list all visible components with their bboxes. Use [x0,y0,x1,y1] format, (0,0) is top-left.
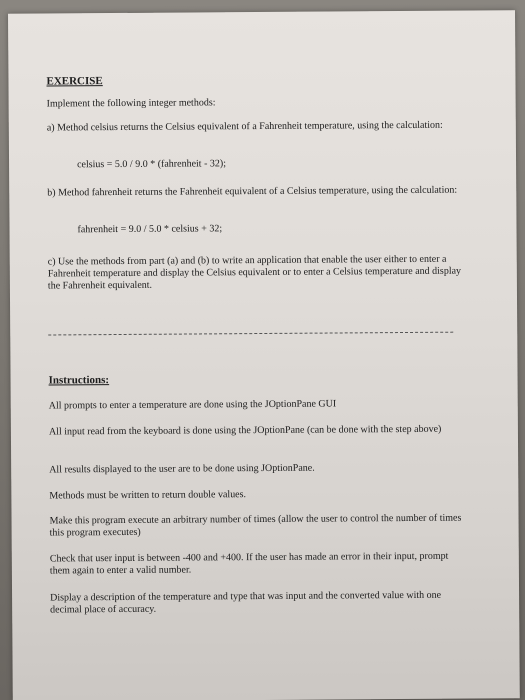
exercise-item-c: c) Use the methods from part (a) and (b) to write an application that enable the user either to enter a Fahrenheit temperature and display the Celsius equivalent or to enter a Celsius temperature and display the Fahrenheit equivalent. [47,253,462,292]
exercise-intro: Implement the following integer methods: [46,97,216,110]
instruction-item: Display a description of the temperature and type that was input and the converted value with one decimal place of accuracy. [50,589,442,616]
instructions-heading: Instructions: [48,374,110,387]
document-content [46,73,476,616]
instruction-item: All prompts to enter a temperature are done using the JOptionPane GUI [48,398,337,412]
exercise-item-b: b) Method fahrenheit returns the Fahrenheit equivalent of a Celsius temperature, using the calculation: [47,184,458,199]
instruction-item: Check that user input is between -400 and +400. If the user has made an error in their input, prompt them again to enter a valid number. [49,550,449,577]
instruction-item: All results displayed to the user are to be done using JOptionPane. [49,462,315,476]
formula-b: fahrenheit = 9.0 / 5.0 * celsius + 32; [77,223,223,236]
paper-sheet [8,10,520,700]
instruction-item: Make this program execute an arbitrary number of times (allow the user to control the number of times this program executes) [49,512,462,539]
exercise-heading: EXERCISE [46,75,103,88]
instruction-item: All input read from the keyboard is done using the JOptionPane (can be done with the step above) [48,423,442,438]
section-divider [48,332,453,336]
formula-a: celsius = 5.0 / 9.0 * (fahrenheit - 32); [77,158,227,171]
instruction-item: Methods must be written to return double values. [49,489,247,502]
exercise-item-a: a) Method celsius returns the Celsius equivalent of a Fahrenheit temperature, using the calculation: [46,119,443,134]
